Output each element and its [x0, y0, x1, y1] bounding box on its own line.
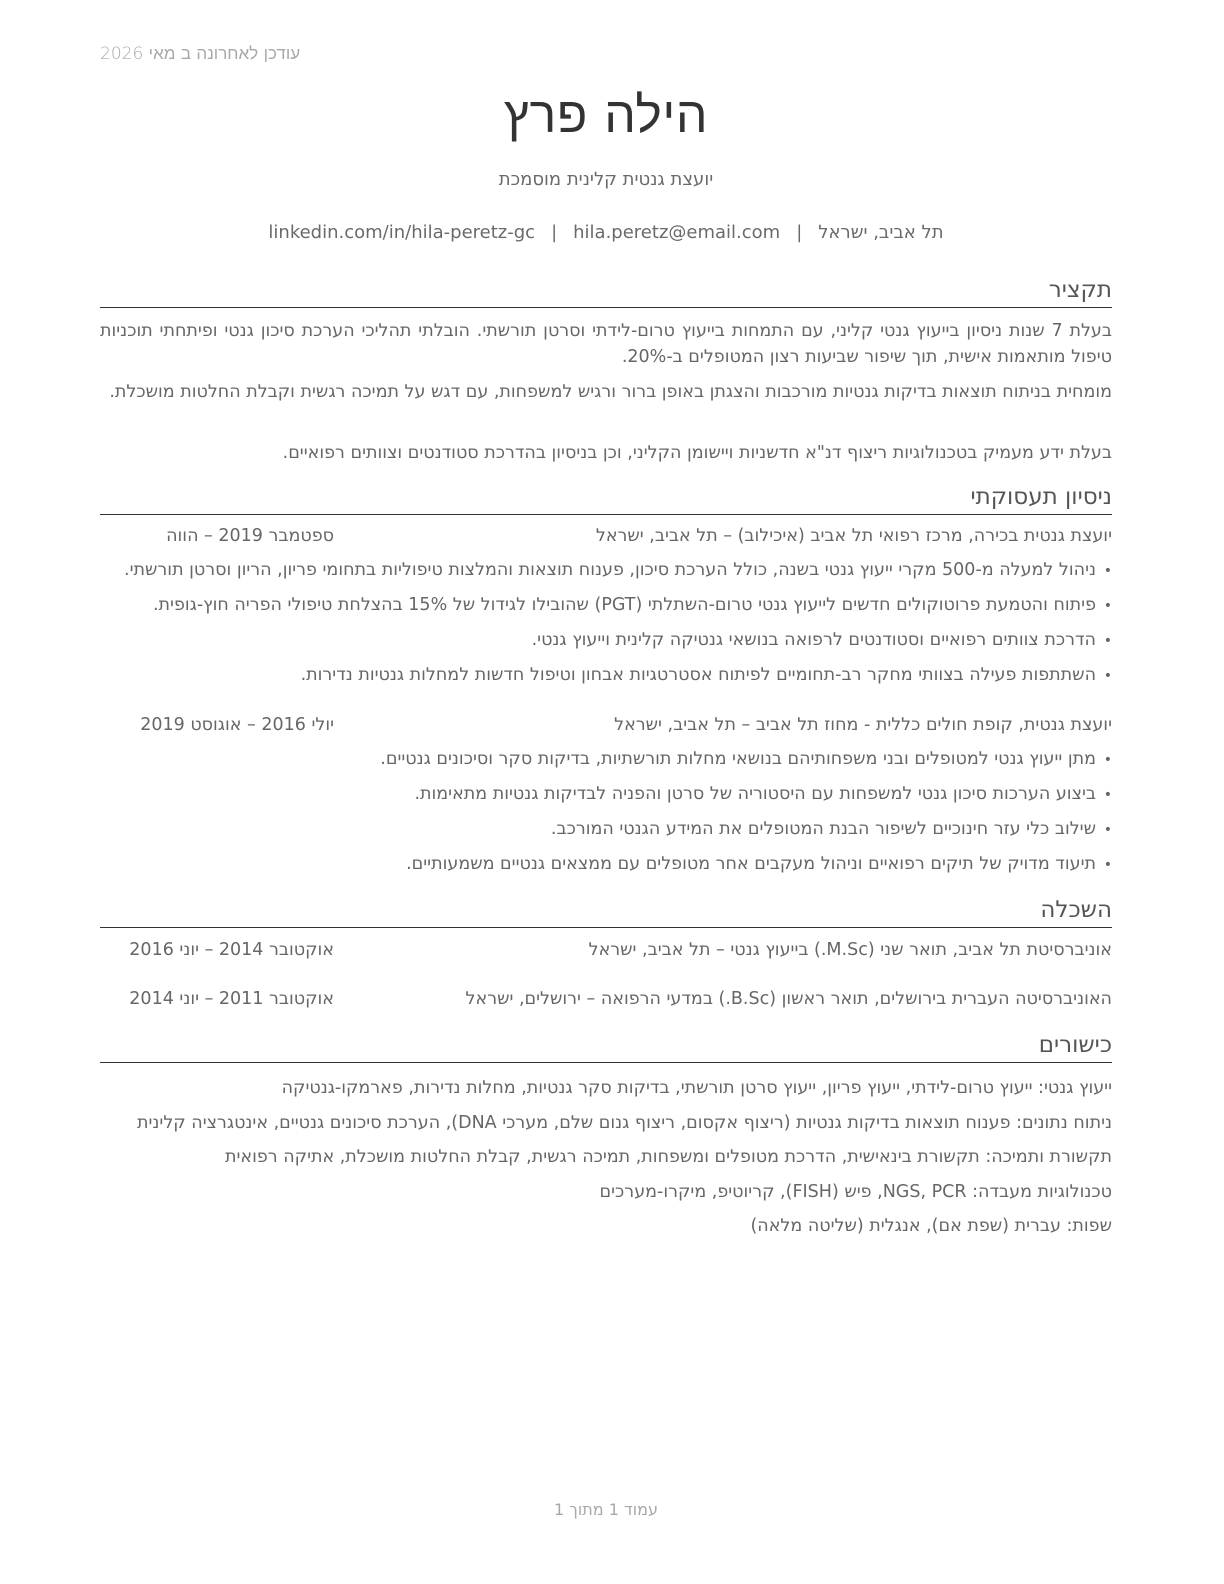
job-header	[100, 526, 1112, 552]
job-bullet: •השתתפות פעילה בצוותי מחקר רב-תחומיים לפיתוח אסטרטגיות אבחון וטיפול חדשות למחלות גנטיות נדירות.	[100, 662, 1112, 689]
contact-email[interactable]: hila.peretz@email.com	[573, 222, 781, 243]
skill-line: ניתוח נתונים: פענוח תוצאות בדיקות גנטיות (ריצוף אקסום, ריצוף גנום שלם, מערכי DNA), הערכת סיכונים גנטיים, אינטגרציה קלינית	[137, 1113, 1112, 1133]
bullet-dot: •	[1103, 787, 1112, 803]
job-bullet: •הדרכת צוותים רפואיים וסטודנטים לרפואה בנושאי גנטיקה קלינית וייעוץ גנטי.	[100, 627, 1112, 654]
education-item	[100, 989, 1112, 1015]
job-subtitle: יועצת גנטית קלינית מוסמכת	[498, 169, 714, 190]
summary-paragraph: בעלת ידע מעמיק בטכנולוגיות ריצוף דנ"א חדשניות ויישומן הקליני, וכן בניסיון בהדרכת סטודנטים וצוותים רפואיים.	[282, 443, 1112, 463]
job-dates: יולי 2016 – אוגוסט 2019	[140, 715, 334, 735]
contact-line	[100, 222, 1112, 243]
bullet-dot: •	[1103, 822, 1112, 838]
bullet-dot: •	[1103, 563, 1112, 579]
bullet-dot: •	[1103, 598, 1112, 614]
education-dates: אוקטובר 2014 – יוני 2016	[129, 940, 334, 960]
section-title-skills: כישורים	[100, 1030, 1112, 1063]
bullet-dot: •	[1103, 668, 1112, 684]
skill-line: שפות: עברית (שפת אם), אנגלית (שליטה מלאה)	[750, 1216, 1112, 1236]
contact-separator: |	[551, 222, 558, 243]
resume-page	[100, 0, 1112, 1584]
job-title: יועצת גנטית, קופת חולים כללית - מחוז תל אביב – תל אביב, ישראל	[614, 715, 1112, 735]
contact-linkedin[interactable]: linkedin.com/in/hila-peretz-gc	[268, 222, 536, 243]
skill-line: ייעוץ גנטי: ייעוץ טרום-לידתי, ייעוץ פריון, ייעוץ סרטן תורשתי, בדיקות סקר גנטיות, מחלות נדירות, פארמקו-גנטיקה	[281, 1078, 1112, 1098]
contact-separator: |	[796, 222, 803, 243]
job-bullet: •תיעוד מדויק של תיקים רפואיים וניהול מעקבים אחר מטופלים עם ממצאים גנטיים משמעותיים.	[100, 851, 1112, 878]
section-title-summary: תקציר	[100, 275, 1112, 308]
job-bullet: •פיתוח והטמעת פרוטוקולים חדשים לייעוץ גנטי טרום-השתלתי (PGT) שהובילו לגידול של 15% בהצלחת טיפולי הפריה חוץ-גופית.	[100, 592, 1112, 619]
bullet-dot: •	[1103, 633, 1112, 649]
education-title: אוניברסיטת תל אביב, תואר שני (M.Sc.) בייעוץ גנטי – תל אביב, ישראל	[588, 940, 1112, 960]
summary-paragraph: בעלת 7 שנות ניסיון בייעוץ גנטי קליני, עם התמחות בייעוץ טרום-לידתי וסרטן תורשתי. הובלתי תהליכי הערכת סיכון גנטי ופיתחתי תוכניות טיפול מותאמות אישית, תוך שיפור שביעות רצון המטופלים ב-20%.	[100, 321, 1112, 367]
contact-location: תל אביב, ישראל	[818, 222, 944, 243]
job-title: יועצת גנטית בכירה, מרכז רפואי תל אביב (איכילוב) – תל אביב, ישראל	[595, 526, 1112, 546]
education-title: האוניברסיטה העברית בירושלים, תואר ראשון (B.Sc.) במדעי הרפואה – ירושלים, ישראל	[465, 989, 1112, 1009]
education-item	[100, 940, 1112, 966]
job-bullet: •ביצוע הערכות סיכון גנטי למשפחות עם היסטוריה של סרטן והפניה לבדיקות גנטיות מתאימות.	[100, 781, 1112, 808]
last-updated: עודכן לאחרונה ב מאי 2026	[100, 44, 301, 64]
job-bullet: •ניהול למעלה מ-500 מקרי ייעוץ גנטי בשנה, כולל הערכת סיכון, פענוח תוצאות והמלצות טיפוליות בתחומי פריון, הריון וסרטן תורשתי.	[100, 557, 1112, 584]
page-number: עמוד 1 מתוך 1	[554, 1500, 658, 1519]
job-bullet: •שילוב כלי עזר חינוכיים לשיפור הבנת המטופלים את המידע הגנטי המורכב.	[100, 816, 1112, 843]
bullet-dot: •	[1103, 752, 1112, 768]
job-header	[100, 715, 1112, 741]
bullet-dot: •	[1103, 857, 1112, 873]
section-title-education: השכלה	[100, 895, 1112, 928]
section-title-experience: ניסיון תעסוקתי	[100, 482, 1112, 515]
person-name: הילה פרץ	[503, 86, 709, 144]
job-bullet: •מתן ייעוץ גנטי למטופלים ובני משפחותיהם בנושאי מחלות תורשתיות, בדיקות סקר וסיכונים גנטיים.	[100, 746, 1112, 773]
skill-line: טכנולוגיות מעבדה: NGS, PCR, פיש (FISH), קריוטיפ, מיקרו-מערכים	[599, 1182, 1112, 1202]
skill-line: תקשורת ותמיכה: תקשורת בינאישית, הדרכת מטופלים ומשפחות, תמיכה רגשית, קבלת החלטות מושכלת, אתיקה רפואית	[224, 1147, 1112, 1167]
education-dates: אוקטובר 2011 – יוני 2014	[129, 989, 334, 1009]
job-dates: ספטמבר 2019 – הווה	[166, 526, 334, 546]
summary-paragraph: מומחית בניתוח תוצאות בדיקות גנטיות מורכבות והצגתן באופן ברור ורגיש למשפחות, עם דגש על תמיכה רגשית וקבלת החלטות מושכלת.	[109, 382, 1112, 402]
